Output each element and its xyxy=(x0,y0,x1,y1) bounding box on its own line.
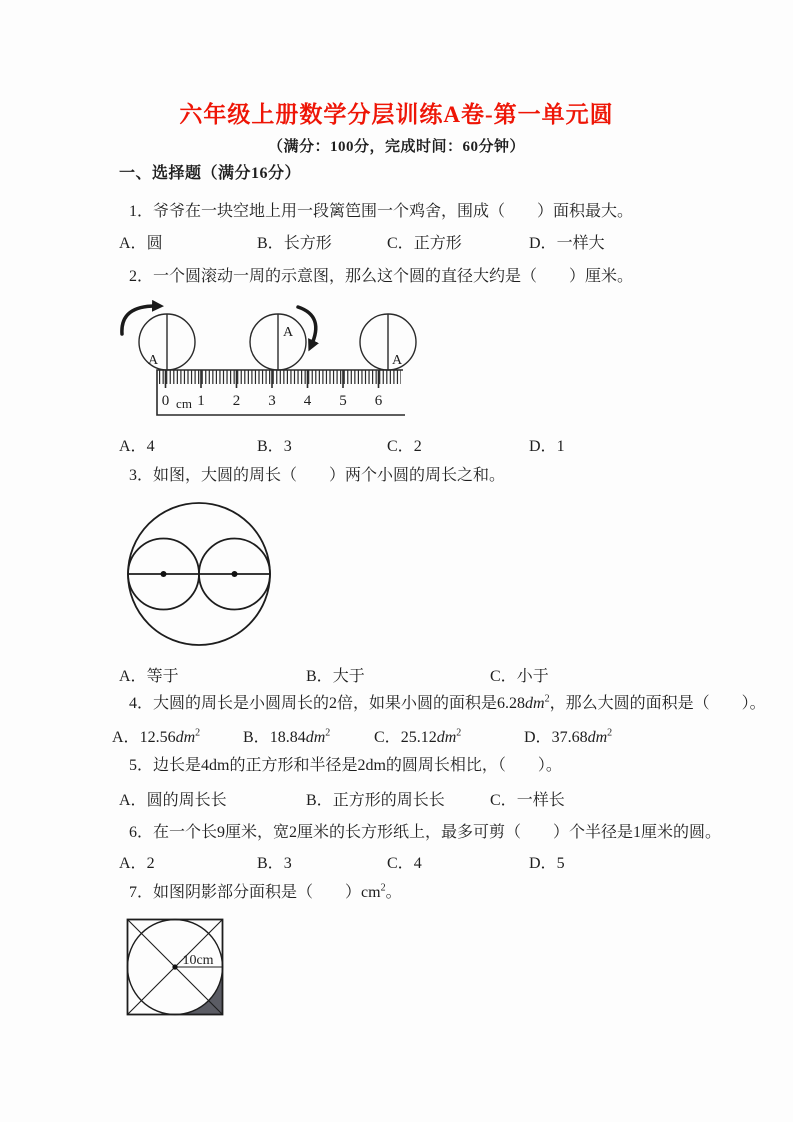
q5-option-c-text: 一样长 xyxy=(516,792,565,809)
q5-option-c xyxy=(490,792,565,810)
q4-option-a-value: 12.56 xyxy=(139,729,176,746)
ruler-numbers xyxy=(162,393,383,411)
question-1 xyxy=(129,203,633,221)
q5-option-b-text: 正方形的周长长 xyxy=(332,792,445,809)
question-5 xyxy=(129,757,562,775)
question-1-number: 1． xyxy=(129,203,154,220)
q2-option-a-label: A． xyxy=(119,438,147,455)
ruler-unit-label: cm xyxy=(176,396,192,411)
question-2-number: 2． xyxy=(129,268,154,285)
q6-option-d-text: 5 xyxy=(556,855,565,872)
question-3-options xyxy=(119,668,549,686)
question-3 xyxy=(129,467,505,485)
q3-option-a-text: 等于 xyxy=(146,668,179,685)
q3-option-a-label: A． xyxy=(119,668,147,685)
question-2-options xyxy=(119,438,565,456)
q5-option-c-label: C． xyxy=(490,792,517,809)
q2-option-d-text: 1 xyxy=(556,438,565,455)
q5-option-a-label: A． xyxy=(119,792,147,809)
q2-option-a xyxy=(119,438,257,456)
center-dot-left xyxy=(161,571,167,577)
q4-option-b xyxy=(243,729,374,747)
q3-option-b-text: 大于 xyxy=(332,668,365,685)
ruler-major-ticks xyxy=(166,370,379,388)
q2-option-c-text: 2 xyxy=(413,438,422,455)
ruler-number-1: 1 xyxy=(197,393,205,409)
q5-option-a xyxy=(119,792,306,810)
question-4-sup: 2 xyxy=(544,693,550,705)
question-6 xyxy=(129,824,721,842)
question-2-text: 一个圆滚动一周的示意图，那么这个圆的直径大约是（ ）厘米。 xyxy=(153,268,634,285)
q2-option-d xyxy=(529,438,565,456)
q4-option-a-label: A． xyxy=(112,729,140,746)
q6-option-b-text: 3 xyxy=(283,855,292,872)
question-6-options xyxy=(119,855,565,873)
q6-option-a-label: A． xyxy=(119,855,147,872)
q2-option-b xyxy=(257,438,387,456)
q4-option-c-unit: dm xyxy=(436,729,457,746)
q4-option-c-label: C． xyxy=(374,729,401,746)
q4-option-d-value: 37.68 xyxy=(551,729,588,746)
question-5-number: 5． xyxy=(129,757,154,774)
q3-option-b-label: B． xyxy=(306,668,333,685)
q2-option-b-label: B． xyxy=(257,438,284,455)
q2-option-c-label: C． xyxy=(387,438,414,455)
radius-label: 10cm xyxy=(182,953,214,968)
q4-option-c-sup: 2 xyxy=(456,727,462,739)
q1-option-a-text: 圆 xyxy=(146,235,163,252)
q2-option-d-label: D． xyxy=(529,438,557,455)
q4-option-b-unit: dm xyxy=(305,729,326,746)
question-7-number: 7． xyxy=(129,884,154,901)
q6-option-c-text: 4 xyxy=(413,855,422,872)
q1-option-a xyxy=(119,235,257,253)
ruler-number-3: 3 xyxy=(268,393,276,409)
question-4-unit: dm xyxy=(525,695,545,712)
q1-option-d-label: D． xyxy=(529,235,557,252)
q6-option-d xyxy=(529,855,565,873)
point-label-a1: A xyxy=(148,353,159,368)
center-dot-right xyxy=(232,571,238,577)
figure-big-and-small-circles xyxy=(126,502,272,648)
point-label-a3: A xyxy=(392,353,403,368)
q1-option-a-label: A． xyxy=(119,235,147,252)
q4-option-a-unit: dm xyxy=(175,729,196,746)
question-4-number: 4． xyxy=(129,695,154,712)
q6-option-c-label: C． xyxy=(387,855,414,872)
q4-option-a xyxy=(112,729,243,747)
ruler-number-5: 5 xyxy=(339,393,347,409)
q3-option-b xyxy=(306,668,490,686)
question-5-options xyxy=(119,792,565,810)
question-3-text: 如图，大圆的周长（ ）两个小圆的周长之和。 xyxy=(153,467,506,484)
question-4-text-after: ，那么大圆的面积是（ ）。 xyxy=(549,695,766,712)
question-6-number: 6． xyxy=(129,824,154,841)
q4-option-d-unit: dm xyxy=(587,729,608,746)
question-4-value: 6.28 xyxy=(497,695,526,712)
page-subtitle: （满分：100分，完成时间：60分钟） xyxy=(267,139,525,155)
q4-option-b-sup: 2 xyxy=(325,727,331,739)
q5-option-b-label: B． xyxy=(306,792,333,809)
q1-option-c xyxy=(387,235,529,253)
question-7-unit: cm xyxy=(361,884,381,901)
ruler-number-6: 6 xyxy=(374,393,383,409)
q4-option-c xyxy=(374,729,524,747)
q4-option-a-sup: 2 xyxy=(195,727,201,739)
q4-option-b-label: B． xyxy=(243,729,270,746)
section-heading: 一、选择题（满分16分） xyxy=(119,165,302,182)
question-7-sup: 2 xyxy=(380,882,386,894)
q1-option-d-text: 一样大 xyxy=(556,235,605,252)
question-3-number: 3． xyxy=(129,467,154,484)
rotation-arrow-left-icon xyxy=(122,306,158,334)
q3-option-c-label: C． xyxy=(490,668,517,685)
question-4-options xyxy=(112,729,612,747)
q4-option-d-label: D． xyxy=(524,729,552,746)
q6-option-c xyxy=(387,855,529,873)
q3-option-a xyxy=(119,668,306,686)
q2-option-b-text: 3 xyxy=(283,438,292,455)
q6-option-a xyxy=(119,855,257,873)
q1-option-c-label: C． xyxy=(387,235,414,252)
q6-option-a-text: 2 xyxy=(146,855,155,872)
q1-option-c-text: 正方形 xyxy=(413,235,462,252)
question-1-text: 爷爷在一块空地上用一段篱笆围一个鸡舍，围成（ ）面积最大。 xyxy=(153,203,634,220)
q4-option-b-value: 18.84 xyxy=(269,729,306,746)
question-7-text-after: 。 xyxy=(385,884,402,901)
q6-option-b xyxy=(257,855,387,873)
q3-option-c xyxy=(490,668,549,686)
ruler xyxy=(157,370,405,415)
q1-option-b-label: B． xyxy=(257,235,284,252)
question-4-text-before: 大圆的周长是小圆周长的2倍，如果小圆的面积是 xyxy=(153,695,498,712)
question-6-text: 在一个长9厘米，宽2厘米的长方形纸上，最多可剪（ ）个半径是1厘米的圆。 xyxy=(153,824,722,841)
rolling-circles xyxy=(139,314,416,370)
question-7 xyxy=(129,884,402,902)
question-1-options xyxy=(119,235,605,253)
q3-option-c-text: 小于 xyxy=(516,668,549,685)
q4-option-d-sup: 2 xyxy=(607,727,613,739)
figure-rolling-circle-ruler xyxy=(118,300,420,422)
figure-square-inscribed-circle xyxy=(126,916,226,1020)
circle-center-dot xyxy=(172,964,177,969)
q2-option-c xyxy=(387,438,529,456)
q2-option-a-text: 4 xyxy=(146,438,155,455)
q4-option-c-value: 25.12 xyxy=(400,729,437,746)
question-7-text-before: 如图阴影部分面积是（ ） xyxy=(153,884,362,901)
q6-option-d-label: D． xyxy=(529,855,557,872)
q6-option-b-label: B． xyxy=(257,855,284,872)
ruler-number-0: 0 xyxy=(161,393,170,409)
ruler-number-4: 4 xyxy=(303,393,312,409)
point-label-a2: A xyxy=(283,325,294,340)
question-4 xyxy=(129,695,766,713)
page-title: 六年级上册数学分层训练A卷-第一单元圆 xyxy=(179,102,614,127)
q1-option-b xyxy=(257,235,387,253)
q5-option-b xyxy=(306,792,490,810)
q4-option-d xyxy=(524,729,612,747)
q1-option-d xyxy=(529,235,605,253)
q1-option-b-text: 长方形 xyxy=(283,235,332,252)
question-2 xyxy=(129,268,633,286)
question-5-text: 边长是4dm的正方形和半径是2dm的圆周长相比，（ ）。 xyxy=(153,757,562,774)
q5-option-a-text: 圆的周长长 xyxy=(146,792,227,809)
ruler-number-2: 2 xyxy=(232,393,241,409)
